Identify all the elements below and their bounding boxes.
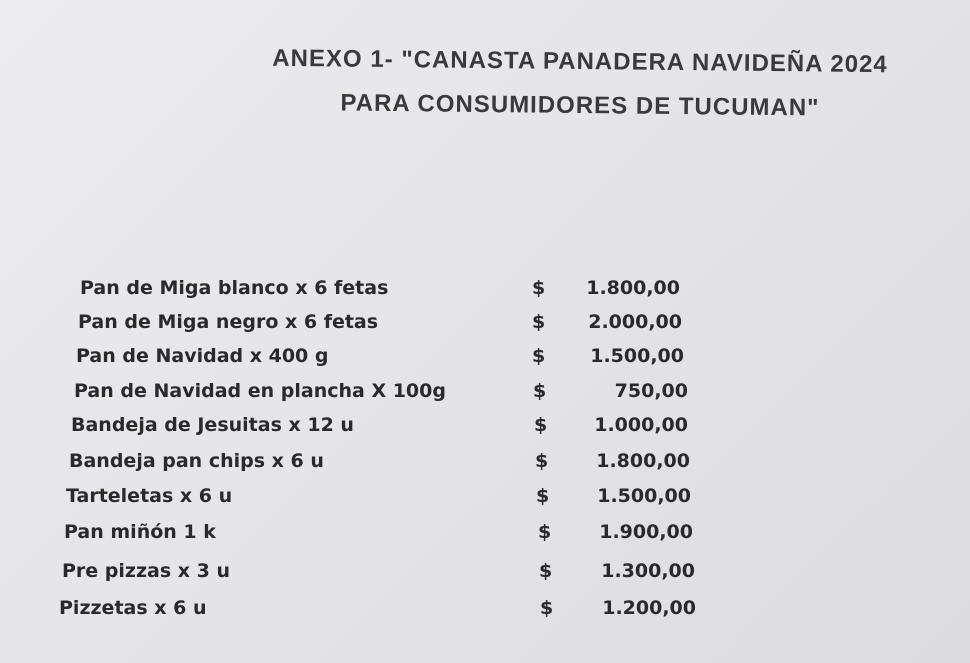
item-price: 2.000,00: [588, 311, 682, 333]
currency-symbol: $: [532, 277, 546, 299]
currency-symbol: $: [540, 597, 554, 619]
item-name: Pan de Miga negro x 6 fetas: [78, 311, 379, 333]
item-price: 1.800,00: [596, 450, 690, 472]
price-row: [64, 521, 764, 551]
item-name: Pan de Navidad x 400 g: [76, 345, 329, 367]
currency-symbol: $: [534, 414, 548, 436]
price-row: [78, 311, 778, 341]
item-name: Bandeja pan chips x 6 u: [69, 450, 324, 472]
item-price: 750,00: [614, 380, 688, 402]
currency-symbol: $: [533, 380, 547, 402]
item-name: Pizzetas x 6 u: [59, 597, 207, 619]
price-row: [71, 414, 771, 444]
currency-symbol: $: [535, 450, 549, 472]
item-price: 1.300,00: [601, 560, 695, 582]
item-price: 1.500,00: [590, 345, 684, 367]
price-row: [59, 597, 759, 627]
item-price: 1.000,00: [594, 414, 688, 436]
item-name: Pre pizzas x 3 u: [62, 560, 231, 582]
currency-symbol: $: [532, 311, 546, 333]
document-title-line-1: ANEXO 1- "CANASTA PANADERA NAVIDEÑA 2024: [272, 44, 888, 79]
document-title-line-2: PARA CONSUMIDORES DE TUCUMAN": [340, 89, 820, 122]
item-name: Pan miñón 1 k: [64, 521, 216, 543]
item-price: 1.200,00: [602, 597, 696, 619]
price-row: [62, 560, 762, 590]
currency-symbol: $: [536, 485, 550, 507]
price-row: [69, 450, 769, 480]
currency-symbol: $: [532, 345, 546, 367]
price-row: [76, 345, 776, 375]
item-name: Pan de Miga blanco x 6 fetas: [80, 277, 389, 299]
item-price: 1.800,00: [586, 277, 680, 299]
price-row: [74, 380, 774, 410]
currency-symbol: $: [539, 560, 553, 582]
item-price: 1.500,00: [597, 485, 691, 507]
item-name: Pan de Navidad en plancha X 100g: [74, 380, 446, 402]
item-name: Tarteletas x 6 u: [66, 485, 233, 507]
currency-symbol: $: [538, 521, 552, 543]
item-price: 1.900,00: [599, 521, 693, 543]
price-row: [80, 277, 780, 307]
item-name: Bandeja de Jesuitas x 12 u: [71, 414, 354, 436]
price-row: [66, 485, 766, 515]
